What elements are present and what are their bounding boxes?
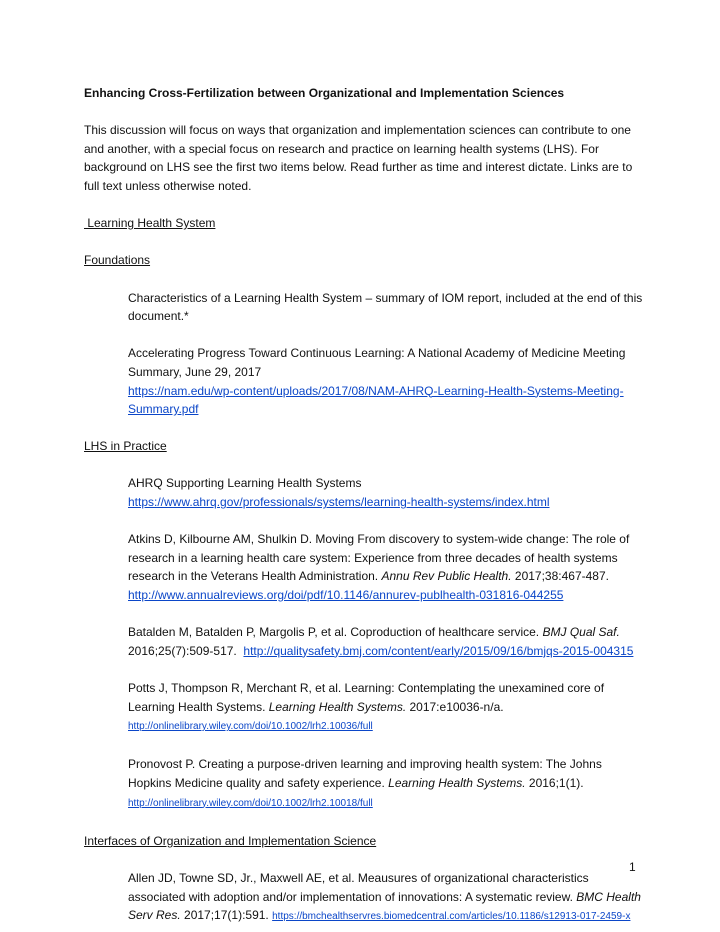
heading-learning-health-system: Learning Health System [84,216,216,231]
ahrq-link[interactable]: https://www.ahrq.gov/professionals/systems/learning-health-systems/index.html [128,495,550,510]
allen-link[interactable]: https://bmchealthservres.biomedcentral.com/articles/10.1186/s12913-017-2459-x [272,911,631,923]
potts-text: Potts J, Thompson R, Merchant R, et al. Learning: Contemplating the unexamined core of Learning Health Systems. [128,681,605,714]
practice-item-ahrq [128,474,644,511]
batalden-text: Batalden M, Batalden P, Margolis P, et al. Coproduction of healthcare service. [128,625,540,640]
page-number: 1 [629,860,636,874]
allen-citation: 2017;17(1):591. [184,908,269,923]
pronovost-citation: 2016;1(1). [525,775,584,790]
heading-interfaces: Interfaces of Organization and Implementation Science [84,833,377,848]
page-content [84,84,644,927]
batalden-journal: BMJ Qual Saf. [542,625,620,640]
foundations-item-iom: Characteristics of a Learning Health System – summary of IOM report, included at the end of this document.* [128,290,643,324]
potts-journal: Learning Health Systems. [268,699,407,714]
foundations-item-nam [128,344,644,418]
batalden-citation: 2016;25(7):509-517. [128,643,237,658]
practice-item-pronovost [128,755,644,813]
allen-journal: BMC Health Serv Res. [128,889,641,923]
atkins-link[interactable]: http://www.annualreviews.org/doi/pdf/10.1146/annurev-publhealth-031816-044255 [128,588,564,603]
document-title: Enhancing Cross-Fertilization between Organizational and Implementation Sciences [84,86,565,100]
allen-text: Allen JD, Towne SD, Jr., Maxwell AE, et al. Meausures of organizational characteristics associated with adoption and/or implementation of innovations: A systematic review. [128,870,589,904]
atkins-journal: Annu Rev Public Health. [381,569,512,584]
batalden-link[interactable]: http://qualitysafety.bmj.com/content/early/2015/09/16/bmjqs-2015-004315 [243,643,634,658]
potts-citation: 2017:e10036-n/a. [406,699,504,714]
nam-summary-text: Accelerating Progress Toward Continuous Learning: A National Academy of Medicine Meeting Summary, June 29, 2017 [128,346,626,379]
foundations-list [128,289,644,419]
ahrq-text: AHRQ Supporting Learning Health Systems [128,476,362,491]
practice-item-batalden [128,623,644,660]
intro-paragraph: This discussion will focus on ways that organization and implementation sciences can contribute to one and another, with a special focus on research and practice on learning health systems (LHS). For background on LHS see the first two items below. Read further as time and interest dictate. Links are to full text unless otherwise noted. [84,123,633,193]
atkins-text: Atkins D, Kilbourne AM, Shulkin D. Moving From discovery to system-wide change: The role of research in a learning health care system: Experience from three decades of health systems research in the Veterans Health Administration. [128,532,630,584]
heading-lhs-in-practice: LHS in Practice [84,439,167,454]
atkins-citation: 2017;38:467-487. [511,569,609,584]
potts-link[interactable]: http://onlinelibrary.wiley.com/doi/10.1002/lrh2.10036/full [128,721,373,733]
pronovost-link[interactable]: http://onlinelibrary.wiley.com/doi/10.1002/lrh2.10018/full [128,797,373,809]
pronovost-journal: Learning Health Systems. [388,775,526,790]
practice-item-atkins [128,530,644,604]
nam-summary-link[interactable]: https://nam.edu/wp-content/uploads/2017/08/NAM-AHRQ-Learning-Health-Systems-Meeting-Summary.pdf [128,383,624,417]
practice-list [128,474,644,813]
heading-foundations: Foundations [84,253,151,268]
interfaces-list [128,869,644,927]
practice-item-potts [128,679,644,737]
interfaces-item-allen [128,869,644,927]
pronovost-text: Pronovost P. Creating a purpose-driven learning and improving health system: The Johns Hopkins Medicine quality and safety experience. [128,757,602,790]
